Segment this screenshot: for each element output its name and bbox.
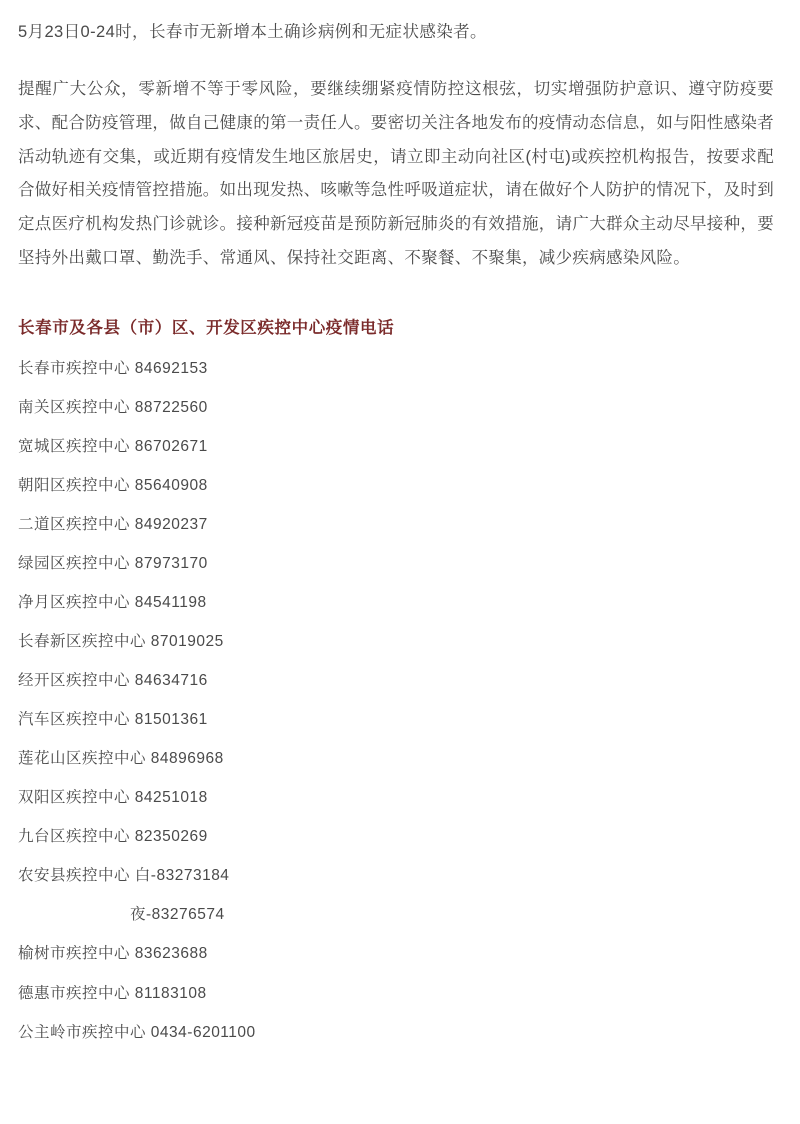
list-item: 朝阳区疾控中心 85640908	[18, 476, 208, 494]
list-item: 长春新区疾控中心 87019025	[18, 633, 224, 651]
list-item: 夜-83276574	[130, 906, 225, 924]
contact-list	[18, 360, 774, 1063]
list-item: 公主岭市疾控中心 0434-6201100	[18, 1023, 256, 1041]
body-paragraph: 提醒广大公众，零新增不等于零风险，要继续绷紧疫情防控这根弦，切实增强防护意识、遵守防疫要求、配合防疫管理，做自己健康的第一责任人。要密切关注各地发布的疫情动态信息，如与阳性感染者活动轨迹有交集，或近期有疫情发生地区旅居史，请立即主动向社区(村屯)或疾控机构报告，按要求配合做好相关疫情管控措施。如出现发热、咳嗽等急性呼吸道症状，请在做好个人防护的情况下，及时到定点医疗机构发热门诊就诊。接种新冠疫苗是预防新冠肺炎的有效措施，请广大群众主动尽早接种，要坚持外出戴口罩、勤洗手、常通风、保持社交距离、不聚餐、不聚集，减少疾病感染风险。	[18, 79, 774, 267]
list-item: 榆树市疾控中心 83623688	[18, 945, 208, 963]
lead-paragraph: 5月23日0-24时，长春市无新增本土确诊病例和无症状感染者。	[18, 23, 487, 41]
list-item: 净月区疾控中心 84541198	[18, 594, 207, 612]
list-item: 双阳区疾控中心 84251018	[18, 789, 208, 807]
list-item: 莲花山区疾控中心 84896968	[18, 750, 224, 768]
list-item: 宽城区疾控中心 86702671	[18, 437, 208, 455]
list-item: 农安县疾控中心 白-83273184	[18, 867, 230, 885]
list-item: 经开区疾控中心 84634716	[18, 672, 208, 690]
list-item: 南关区疾控中心 88722560	[18, 398, 208, 416]
section-title: 长春市及各县（市）区、开发区疾控中心疫情电话	[18, 318, 395, 337]
list-item: 汽车区疾控中心 81501361	[18, 711, 208, 729]
list-item: 九台区疾控中心 82350269	[18, 828, 208, 846]
list-item: 绿园区疾控中心 87973170	[18, 554, 208, 572]
list-item: 长春市疾控中心 84692153	[18, 359, 208, 377]
list-item: 二道区疾控中心 84920237	[18, 515, 208, 533]
list-item: 德惠市疾控中心 81183108	[18, 984, 207, 1002]
